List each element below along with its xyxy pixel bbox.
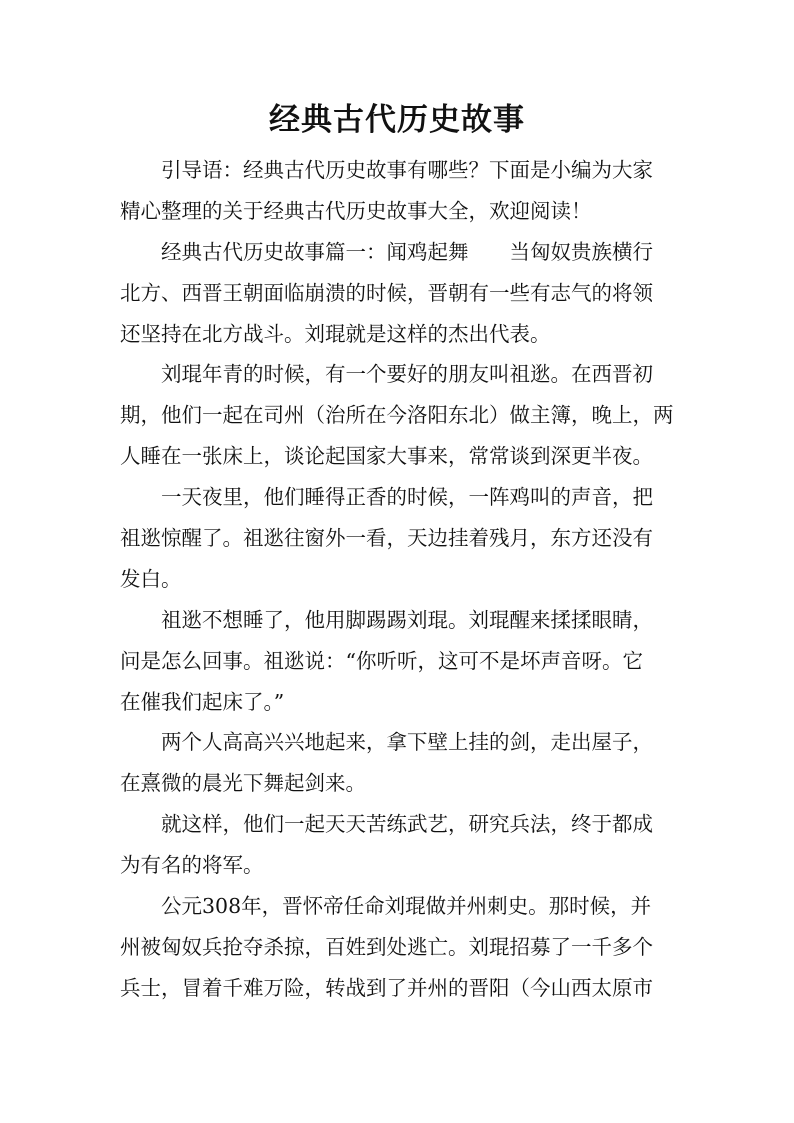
text-line: 一天夜里，他们睡得正香的时候，一阵鸡叫的声音，把 — [161, 485, 653, 510]
text-line: 引导语：经典古代历史故事有哪些？下面是小编为大家 — [161, 158, 653, 182]
text-line: 公元308年，晋怀帝任命刘琨做并州刺史。那时候，并 — [161, 894, 652, 919]
text-line: 在熹微的晨光下舞起剑来。 — [120, 771, 366, 796]
text-line: 刘琨年青的时候，有一个要好的朋友叫祖逖。在西晋初 — [161, 362, 653, 387]
text-line: 经典古代历史故事篇一：闻鸡起舞 当匈奴贵族横行 — [161, 239, 653, 264]
text-line: 祖逖惊醒了。祖逖往窗外一看，天边挂着残月，东方还没有 — [120, 526, 653, 551]
text-line: 就这样，他们一起天天苦练武艺，研究兵法，终于都成 — [161, 812, 653, 837]
document-body — [120, 150, 688, 1009]
text-line: 发白。 — [120, 566, 182, 591]
text-line: 兵士，冒着千难万险，转战到了并州的晋阳（今山西太原市 — [120, 975, 653, 1000]
document-title: 经典古代历史故事 — [269, 102, 525, 138]
text-line: 两个人高高兴兴地起来，拿下壁上挂的剑，走出屋子， — [161, 730, 653, 755]
text-line: 期，他们一起在司州（治所在今洛阳东北）做主簿，晚上，两 — [120, 403, 674, 428]
text-line: 精心整理的关于经典古代历史故事大全，欢迎阅读！ — [120, 198, 592, 223]
text-line: 还坚持在北方战斗。刘琨就是这样的杰出代表。 — [120, 321, 551, 346]
text-line: 北方、西晋王朝面临崩溃的时候，晋朝有一些有志气的将领 — [120, 280, 653, 305]
text-line: 为有名的将军。 — [120, 853, 264, 878]
text-line: 在催我们起床了。” — [120, 689, 285, 714]
text-line: 州被匈奴兵抢夺杀掠，百姓到处逃亡。刘琨招募了一千多个 — [120, 934, 653, 959]
text-line: 问是怎么回事。祖逖说：“你听听，这可不是坏声音呀。它 — [120, 648, 643, 673]
text-line: 祖逖不想睡了，他用脚踢踢刘琨。刘琨醒来揉揉眼睛， — [161, 607, 653, 632]
text-line: 人睡在一张床上，谈论起国家大事来，常常谈到深更半夜。 — [120, 444, 653, 469]
